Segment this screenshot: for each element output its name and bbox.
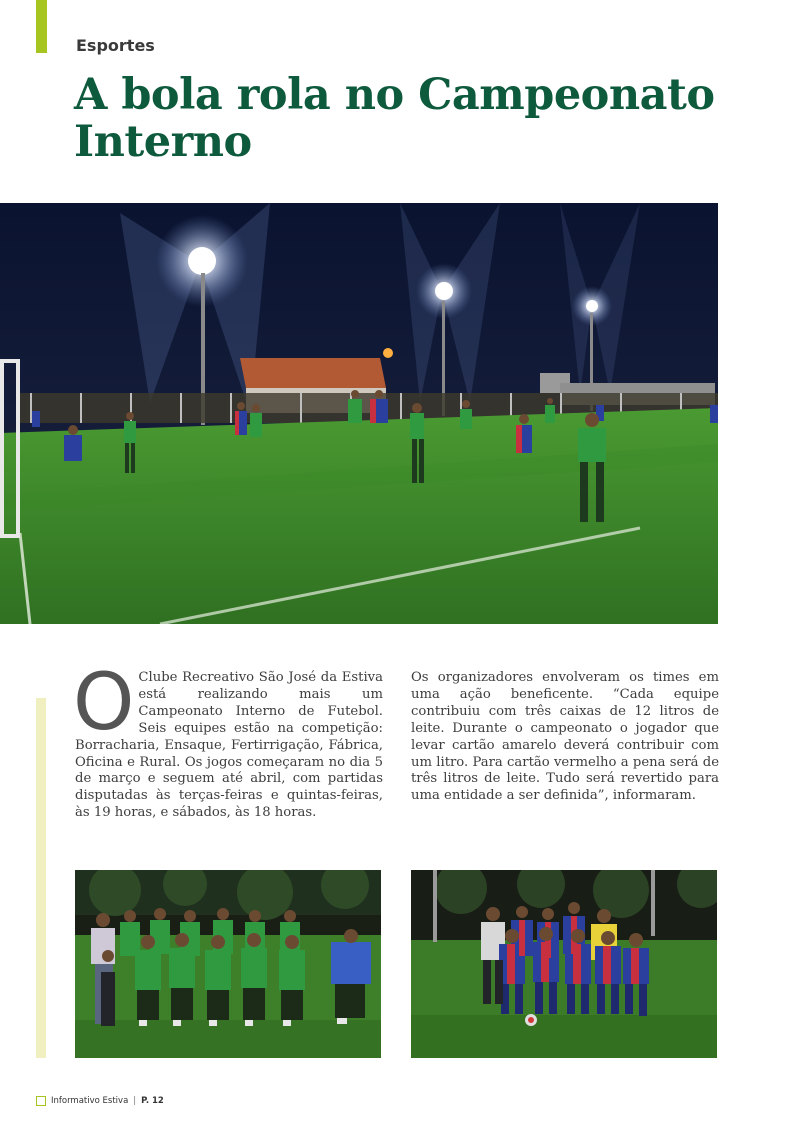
article-right-column: Os organizadores envolveram os times em uma ação beneficente. “Cada equipe contribuiu com três caixas de 12 litros de leite. Durante o campeonato o jogador que levar cartão amarelo deverá contribuir com um litro. Para cartão vermelho a pena será de três litros de leite. Tudo será revertido para uma entidade a ser definida”, informaram.	[411, 670, 719, 804]
page-number: P. 12	[141, 1096, 164, 1106]
team-photo-green	[75, 870, 381, 1058]
accent-bar-side	[36, 698, 46, 1058]
footer-square-icon	[36, 1096, 46, 1106]
accent-bar-top	[36, 0, 47, 53]
article-left-text: Clube Recreativo São José da Estiva está realizando mais um Campeonato Interno de Futebol. Seis equipes estão na competição: Borracharia, Ensaque, Fertirrigação, Fábrica, Oficina e Rural. Os jogos começaram no dia 5 de março e seguem até abril, com partidas disputadas às terças-feiras e quintas-feiras, às 19 horas, e sábados, às 18 horas.	[75, 670, 383, 821]
article-left-column	[73, 658, 383, 822]
team-photo-blue-red	[411, 870, 717, 1058]
drop-cap: O	[73, 658, 135, 748]
hero-photo	[0, 203, 718, 624]
footer-separator: |	[133, 1096, 137, 1106]
section-label: Esportes	[76, 36, 155, 55]
page-title: A bola rola no Campeonato Interno	[74, 70, 715, 167]
footer	[36, 1094, 164, 1108]
footer-publication: Informativo Estiva	[51, 1096, 129, 1106]
